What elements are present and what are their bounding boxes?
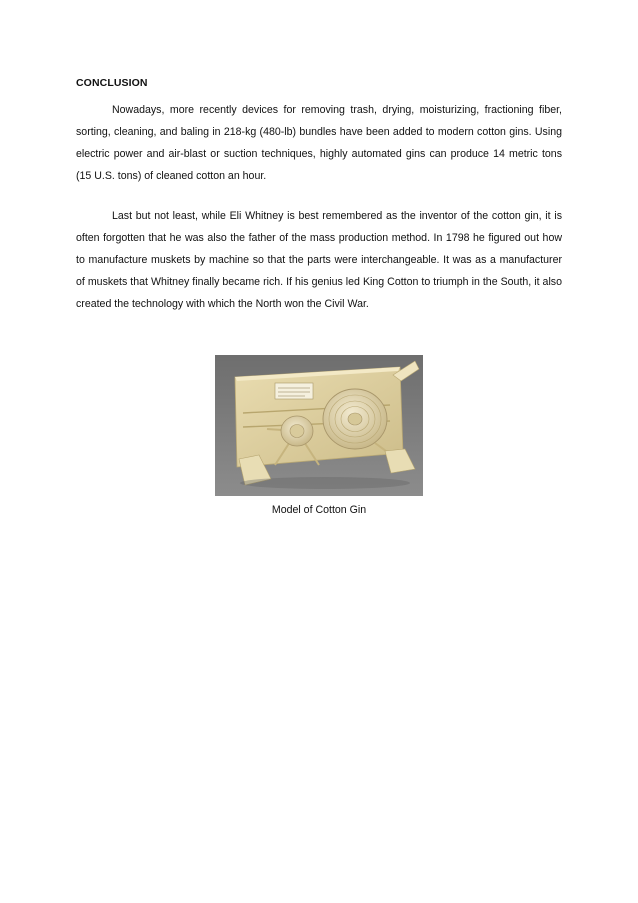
paragraph-1: Nowadays, more recently devices for removing trash, drying, moisturizing, fractioning fiber, sorting, cleaning, and baling in 218-kg (480-lb) bundles have been added to modern cotton gins. Using electric power and air-blast or suction techniques, highly automated gins can produce 14 metric tons (15 U.S. tons) of cleaned cotton an hour. [76,104,562,182]
cotton-gin-photo [215,355,423,496]
figure-caption: Model of Cotton Gin [271,504,367,516]
paragraph-2: Last but not least, while Eli Whitney is best remembered as the inventor of the cotton gin, it is often forgotten that he was also the father of the mass production method. In 1798 he figured out how to manufacture muskets by machine so that the parts were interchangeable. It was as a manufacturer of muskets that Whitney finally became rich. If his genius led King Cotton to triumph in the South, it also created the technology with which the North won the Civil War. [76,210,562,310]
section-heading: CONCLUSION [76,77,148,89]
